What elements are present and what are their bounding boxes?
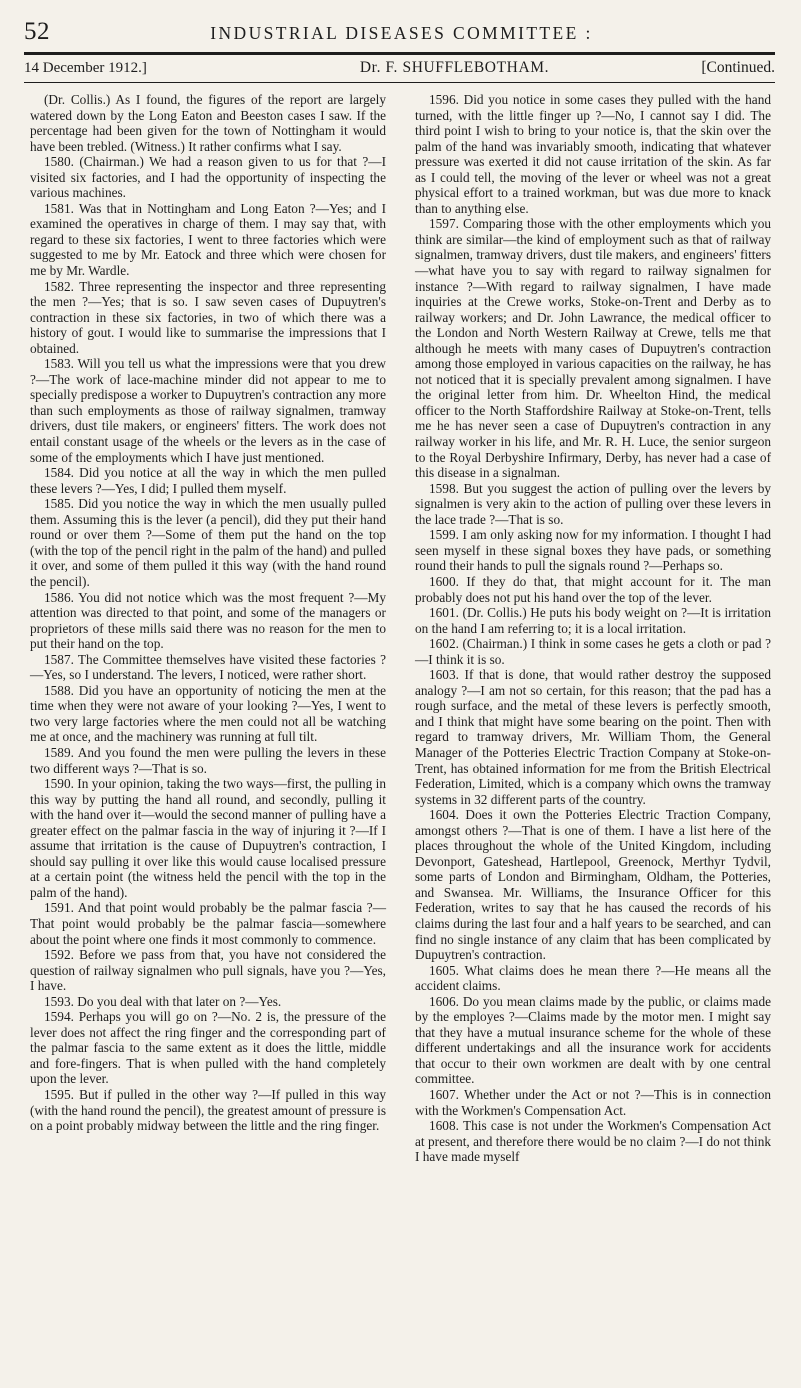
running-title: INDUSTRIAL DISEASES COMMITTEE :	[210, 23, 593, 43]
session-date: 14 December 1912.]	[24, 60, 147, 76]
evidence-paragraph: 1604. Does it own the Potteries Electric Traction Company, amongst others ?—That is one of them. I have a list here of the places throughout the whole of the United Kingdom, including Devonport, Gateshead, Hartlepool, Greenock, Merthyr Tydvil, some parts of London and Birmingham, Oldham, the Potteries, and Swansea. Mr. Williams, the Insurance Officer for this Federation, writes to say that he has caused the records of his claims during the last four and a half years to be searched, and can find no single instance of any claim that has been complicated by Dupuytren's contraction.	[415, 807, 771, 963]
evidence-paragraph: 1591. And that point would probably be the palmar fascia ?—That point would probably be the palmar fascia—somewhere about the point where one finds it most commonly to commence.	[30, 900, 386, 947]
evidence-paragraph: 1589. And you found the men were pulling the levers in these two different ways ?—That is so.	[30, 744, 386, 776]
evidence-paragraph: (Dr. Collis.) As I found, the figures of the report are largely watered down by the Long Eaton and Beeston cases I saw. If the percentage had been given for the town of Nottingham it would have been trebled. (Witness.) It rather confirms what I say.	[30, 92, 386, 154]
evidence-paragraph: 1599. I am only asking now for my information. I thought I had seen myself in these signal boxes they have pads, or something round their hands to pull the signals round ?—Perhaps so.	[415, 527, 771, 574]
evidence-paragraph: 1598. But you suggest the action of pulling over the levers by signalmen is very akin to the action of pulling over these levers in the lace trade ?—That is so.	[415, 480, 771, 527]
continued-label: [Continued.	[701, 59, 775, 76]
evidence-paragraph: 1597. Comparing those with the other employments which you think are similar—the kind of employment such as that of railway signalmen, tramway drivers, dust tile makers, and engineers' fitters—what have you to say with regard to railway signalmen for instance ?—With regard to railway signalmen, I have made inquiries at the Crewe works, Stoke-on-Trent and Derby as to railway workers; and Dr. John Lawrance, the medical officer to the London and North Western Railway at Crewe, tells me that although he meets with many cases of Dupuytren's contraction among those employed in various capacities on the railway, he has not noticed that it is specially prevalent among signalmen. I have the original letter from him. Dr. Wheelton Hind, the medical officer to the North Staffordshire Railway at Stoke-on-Trent, tells me he has never seen a case of Dupuytren's contraction in any railway worker in his life, and Mr. R. H. Luce, the senior surgeon to the Royal Derbyshire Infirmary, Derby, has never had a case of this disease in a signalman.	[415, 216, 771, 481]
text-columns	[30, 92, 771, 1374]
evidence-paragraph: 1581. Was that in Nottingham and Long Eaton ?—Yes; and I examined the operatives in charge of them. I may say that, with regard to these six factories, I went to three factories which were suggested to me by Mr. Eatock and three which were chosen for me by Mr. Wardle.	[30, 200, 386, 279]
evidence-paragraph: 1592. Before we pass from that, you have not considered the question of railway signalmen who pull signals, have you ?—Yes, I have.	[30, 947, 386, 994]
evidence-paragraph: 1602. (Chairman.) I think in some cases he gets a cloth or pad ?—I think it is so.	[415, 636, 771, 667]
evidence-paragraph: 1582. Three representing the inspector and three representing the men ?—Yes; that is so. I saw seven cases of Dupuytren's contraction in these six factories, in two of which there was a history of gout. I would like to summarise the impressions that I obtained.	[30, 278, 386, 356]
right-column	[415, 92, 771, 1374]
evidence-paragraph: 1587. The Committee themselves have visited these factories ?—Yes, so I understand. The levers, I noticed, were rather short.	[30, 651, 386, 683]
evidence-paragraph: 1603. If that is done, that would rather destroy the supposed analogy ?—I am not so certain, for this reason; that the pad has a rough surface, and the metal of these levers is perfectly smooth, and I think that might have some bearing on the point. Then with regard to tramway drivers, Mr. William Thom, the General Manager of the Potteries Electric Traction Company at Stoke-on-Trent, has obtained information for me from the British Electrical Federation, Limited, which is a company which owns the tramway systems in 32 different parts of the country.	[415, 667, 771, 807]
header-rule	[24, 52, 775, 55]
evidence-paragraph: 1601. (Dr. Collis.) He puts his body weight on ?—It is irritation on the hand I am referring to; it is a local irritation.	[415, 605, 771, 636]
evidence-paragraph: 1586. You did not notice which was the most frequent ?—My attention was directed to that point, and some of the managers or proprietors of these mills said there was no reason for the men to put their hand on the top.	[30, 589, 386, 652]
evidence-paragraph: 1580. (Chairman.) We had a reason given to us for that ?—I visited six factories, and I had the opportunity of inspecting the various machines.	[30, 154, 386, 201]
evidence-paragraph: 1605. What claims does he mean there ?—He means all the accident claims.	[415, 962, 771, 994]
page-header	[24, 18, 775, 48]
evidence-paragraph: 1608. This case is not under the Workmen's Compensation Act at present, and therefore there would be no claim ?—I do not think I have made myself	[415, 1118, 771, 1165]
evidence-paragraph: 1595. But if pulled in the other way ?—If pulled in this way (with the hand round the pencil), the greatest amount of pressure is on a point probably midway between the little and the ring finger.	[30, 1087, 386, 1134]
session-rule	[24, 82, 775, 83]
evidence-paragraph: 1596. Did you notice in some cases they pulled with the hand turned, with the little finger up ?—No, I cannot say I did. The third point I wish to bring to your notice is, that the skin over the palm of the hand was invariably smooth, indicating that whatever pressure was exerted it did not cause irritation of the skin. As far as I could tell, the moving of the lever or wheel was not a great physical effort to a trained workman, but was due more to knack than to anything else.	[415, 92, 771, 216]
evidence-paragraph: 1588. Did you have an opportunity of noticing the men at the time when they were not aware of your looking ?—Yes, I went to two very large factories where the men could not all be watching me at once, and the machinery was running at full tilt.	[30, 682, 386, 745]
evidence-paragraph: 1594. Perhaps you will go on ?—No. 2 is, the pressure of the lever does not affect the ring finger and the corresponding part of the palmar fascia to the same extent as it does the little, middle and fore-fingers. That is when pulled with the hand completely upon the lever.	[30, 1009, 386, 1087]
evidence-paragraph: 1606. Do you mean claims made by the public, or claims made by the employes ?—Claims made by the motor men. I might say that they have a mutual insurance scheme for the whole of these different undertakings and all the insurance work for accidents that occur to their own workmen are dealt with by one central committee.	[415, 993, 771, 1087]
evidence-paragraph: 1584. Did you notice at all the way in which the men pulled these levers ?—Yes, I did; I pulled them myself.	[30, 465, 386, 496]
evidence-paragraph: 1600. If they do that, that might account for it. The man probably does not put his hand over the top of the lever.	[415, 573, 771, 605]
evidence-paragraph: 1590. In your opinion, taking the two ways—first, the pulling in this way by putting the hand all round, and secondly, pulling it with the hand over it—would the second manner of pulling have a greater effect on the palmar fascia in the way of injuring it ?—If I assume that irritation is the cause of Dupuytren's contraction, I should say pulling it over like this would cause localised pressure at a certain point (the witness held the pencil with the top in the palm of the hand).	[30, 776, 386, 900]
witness-name: Dr. F. SHUFFLEBOTHAM.	[359, 59, 550, 76]
evidence-paragraph: 1585. Did you notice the way in which the men usually pulled them. Assuming this is the lever (a pencil), did they put their hand round or over them ?—Some of them put the hand on the top (with the top of the pencil right in the palm of the hand) and pulled it over, and some of them pulled it this way (with the hand round the pencil).	[30, 496, 386, 589]
evidence-paragraph: 1607. Whether under the Act or not ?—This is in connection with the Workmen's Compensation Act.	[415, 1087, 771, 1118]
evidence-paragraph: 1583. Will you tell us what the impressions were that you drew ?—The work of lace-machine minder did not appear to me to specially predispose a worker to Dupuytren's contraction any more than such employments as those of railway signalmen, tramway drivers, dust tile makers, or engineers' fitters. The work does not entail constant usage of the wheels or the levers as in the case of some of the employments which I have just mentioned.	[30, 356, 386, 465]
left-column	[30, 92, 386, 1374]
session-line	[24, 59, 775, 83]
page-number: 52	[24, 18, 50, 45]
evidence-paragraph: 1593. Do you deal with that later on ?—Yes.	[44, 993, 282, 1009]
